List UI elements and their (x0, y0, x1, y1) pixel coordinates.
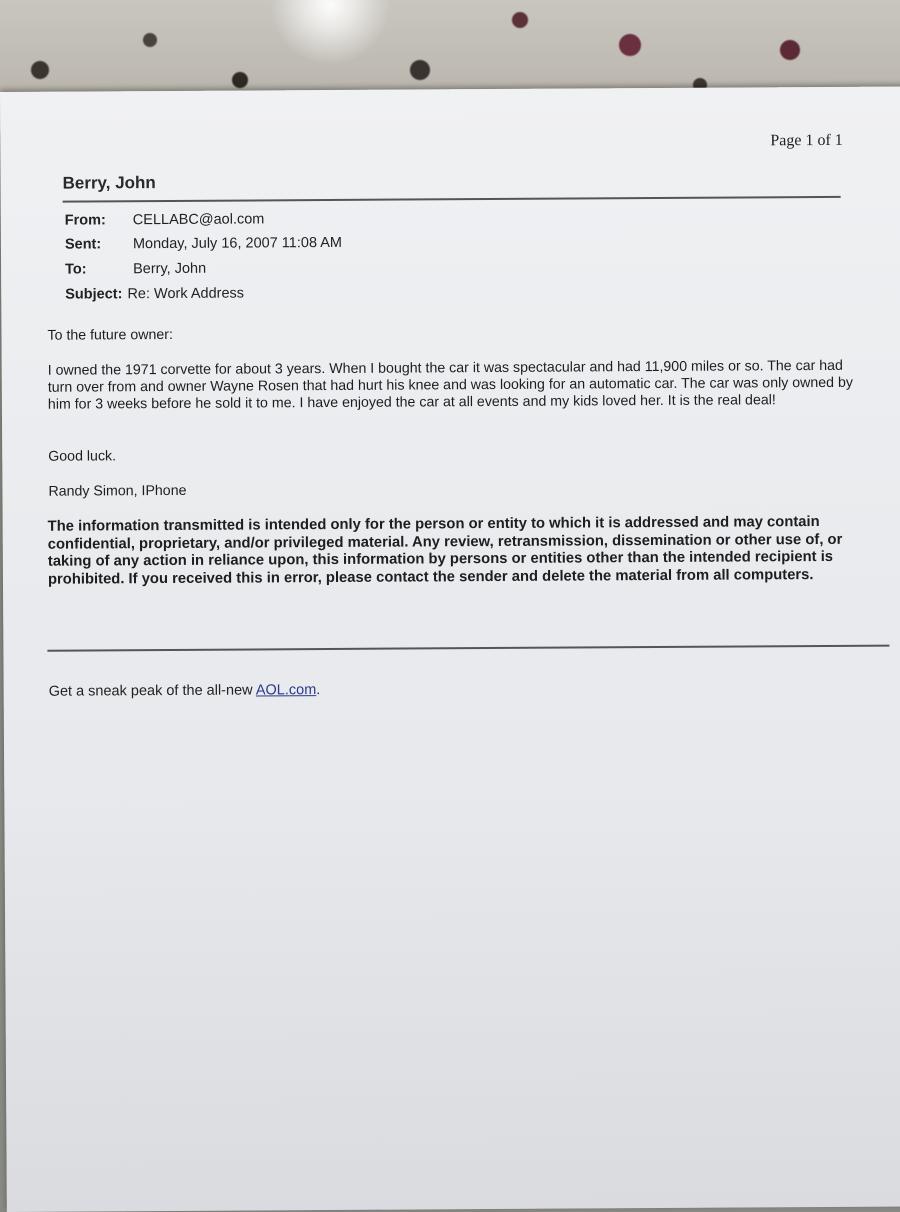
from-label: From: (64, 212, 106, 229)
to-row (65, 261, 206, 278)
subject-row (65, 286, 244, 303)
greeting: To the future owner: (47, 326, 173, 344)
footer (49, 682, 321, 700)
from-value: CELLABC@aol.com (132, 211, 265, 229)
subject-label: Subject: (65, 286, 123, 303)
paper-shadow (4, 786, 900, 1212)
footer-text: Get a sneak peak of the all-new (48, 682, 253, 700)
page-title: Berry, John (62, 173, 156, 193)
printed-email-page (0, 86, 900, 1212)
to-value: Berry, John (133, 260, 207, 278)
footer-divider (47, 645, 889, 652)
subject-value: Re: Work Address (127, 285, 245, 303)
signature: Randy Simon, IPhone (48, 482, 187, 500)
footer-suffix: . (316, 682, 321, 699)
aol-link[interactable]: AOL.com (255, 682, 317, 699)
sent-row (65, 235, 342, 253)
from-row (65, 211, 265, 228)
header-divider (63, 196, 841, 203)
sent-label: Sent: (64, 236, 102, 253)
sent-value: Monday, July 16, 2007 11:08 AM (132, 234, 343, 253)
page-number: Page 1 of 1 (770, 131, 843, 150)
confidentiality-disclaimer: The information transmitted is intended only for the person or entity to which it is addressed and may contain confidential, proprietary, and/or privileged material. Any review, retransmission, dissemination or other use of, or taking of any action in reliance upon, this information by persons or entities other than the intended recipient is prohibited. If you received this in error, please contact the sender and delete the material from all computers. (47, 514, 843, 588)
body-paragraph: I owned the 1971 corvette for about 3 years. When I bought the car it was spectacular and had 11,900 miles or so. The car had turn over from and owner Wayne Rosen that had hurt his knee and was looking for an automatic car. The car was only owned by him for 3 weeks before he sold it to me. I have enjoyed the car at all events and my kids loved her. It is the real deal! (47, 357, 854, 413)
to-label: To: (65, 261, 87, 278)
closing: Good luck. (48, 448, 117, 465)
